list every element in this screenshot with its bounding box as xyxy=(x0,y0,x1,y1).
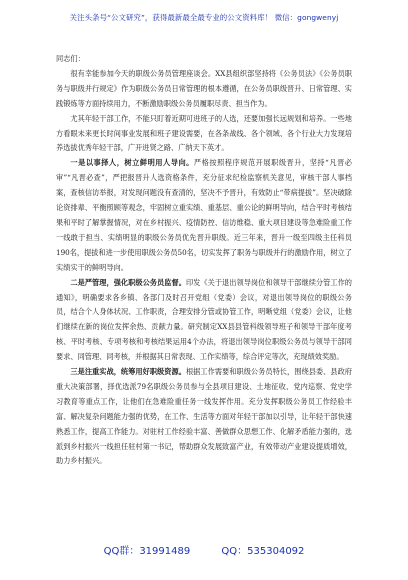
paragraph-point-one xyxy=(56,156,352,275)
paragraph-lead: 一是以事择人，树立鲜明用人导向。 xyxy=(70,158,194,168)
paragraph-text: 根据工作需要和职级公务员特长，围绕县委、县政府重大决策部署，择优选派79名职级公务员参与全县项目建设、土地征收、党内巡察、党史学习教育等重点工作，让他们在急难险重任务一线发挥作用。充分发挥职级公务员工作经验丰富、解决复杂问题能力强的优势，在工作、生活等方面对年轻干部加以引导，让年轻干部快速熟悉工作，提高工作能力。对驻村工作经验丰富、善做群众思想工作、化解矛盾能力强的，选派到乡村振兴一线担任驻村第一书记，帮助群众发展致富产业，有效带动产业建设提质增效，助力乡村振兴。 xyxy=(56,367,352,466)
paragraph-text: 印发《关于退出领导岗位和领导干部继续分管工作的通知》，明确要求各乡镇、各部门及时召开党组（党委）会议，对退出领导岗位的职级公务员，结合个人身体状况、工作职责，合理安排分管或协管工作，明晰党组（党委）会议，让他们继续在新的岗位发挥余热、贡献力量。研究制定XX县县管科级领导班子和领导干部年度考核、平时考核、专项考核和考核结果运用4个办法，将退出领导岗位职级公务员与领导干部同要求、同管理、同考核，并根据其日常表现、工作实绩等，综合评定等次，充现绩效奖励。 xyxy=(56,277,352,362)
document-body xyxy=(56,52,352,469)
paragraph-lead: 三是注重实战，统筹用好职级资源。 xyxy=(70,367,186,377)
paragraph-point-three xyxy=(56,365,352,469)
footer-qq: QQ：535304092 xyxy=(221,546,305,557)
paragraph-lead: 二是严管理，强化职级公务员监督。 xyxy=(70,277,186,287)
footer-contact xyxy=(0,542,408,557)
paragraph-young-cadres xyxy=(56,112,352,157)
paragraph-text: 严格按照程序规范开展职级晋升，坚持“凡晋必审”“凡晋必查”，严把报晋升人选资格条件，充分征求纪检监察机关意见，审核干部人事档案，查核信访举报，对发现问题没有查清的，坚决不予晋升，有效防止“带病提拔”。坚决破除论资排辈、平衡照顾等观念，牢固树立重实绩、重基层、重公论的鲜明导向，结合平时考核结果和平时了解掌握情况，对在乡村振兴、疫情防控、信访维稳、重大项目建设等急难险重工作一线敢于担当、实绩明显的职级公务员优先晋升职级。近三年来，晋升一级至四级主任科员190名，提拔和进一步使用职级公务员50名，切实发挥了职务与职级并行的激励作用，树立了实绩实干的鲜明导向。 xyxy=(56,158,352,272)
paragraph-point-two xyxy=(56,276,352,365)
header-notice: 关注头条号“公文研究”，获得最新最全最专业的公文资料库！ 微信：gongwenyj xyxy=(69,13,339,22)
paragraph-intro xyxy=(56,67,352,112)
paragraph-text: 很有幸能参加今天的职级公务员管理座谈会。XX县组织部坚持将《公务员法》《公务员职务与职级并行规定》作为职级公务员日常管理的根本遵循，在公务员职级晋升、日常管理、实践锻炼等方面持续用力，不断激励职级公务员履职尽责、担当作为。 xyxy=(56,68,352,108)
footer-qq-group: QQ群：31991489 xyxy=(103,546,191,557)
salutation: 同志们： xyxy=(56,54,85,63)
paragraph-text: 尤其年轻干部工作，不能只盯着近期可进班子的人选，还要加强长远规划和培养。一些地方看眼未来更长时间事业发展和班子建设需要，在各条战线、各个领域、各个行业大力发现培养选拔优秀年轻干部，广开进贤之路、广纳天下英才。 xyxy=(56,113,352,153)
